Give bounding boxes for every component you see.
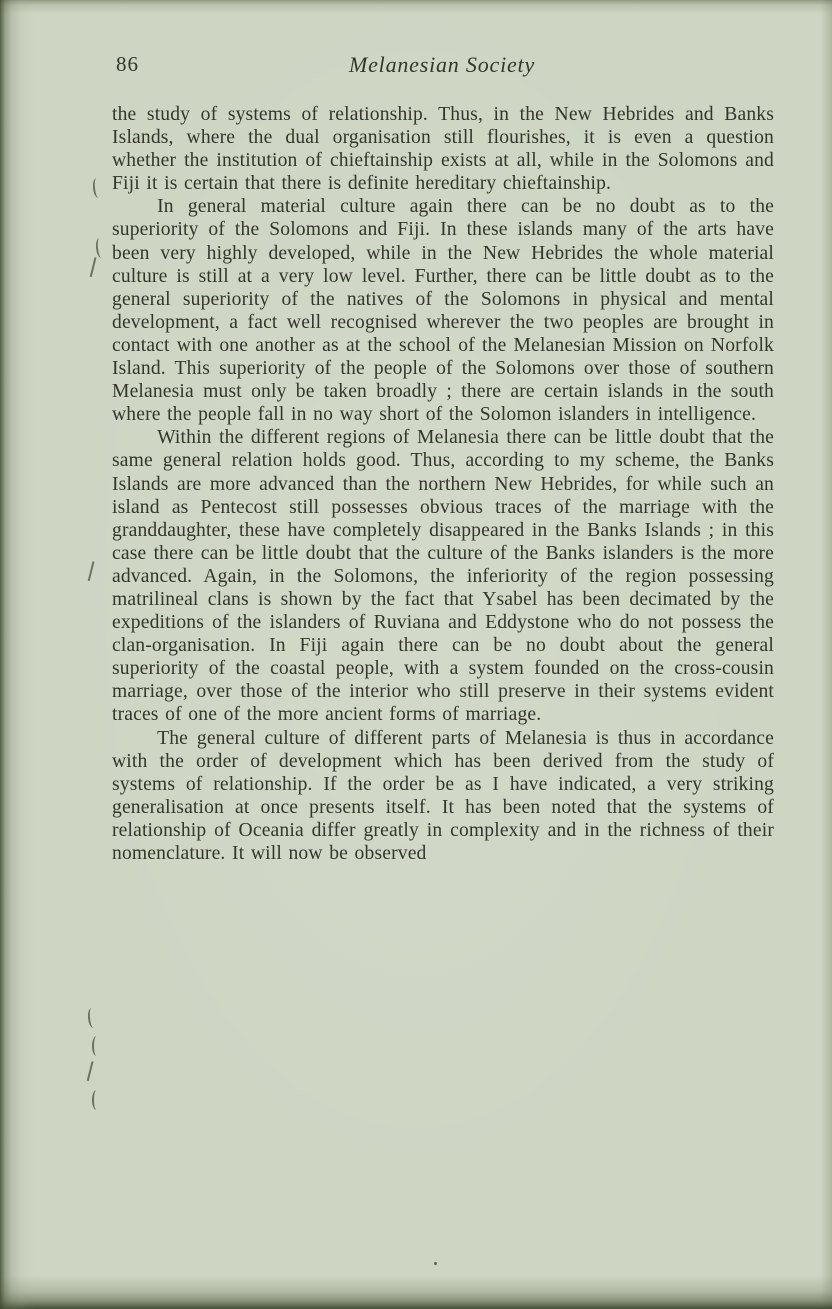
paragraph: the study of systems of relationship. Thus, in the New Hebrides and Banks Islands, where the dual organisation still flourishes, it is even a question whether the institution of chieftainship exists at all, while in the Solomons and Fiji it is certain that there is definite hereditary chieftainship. <box>112 104 774 195</box>
margin-pencil-mark <box>92 178 103 199</box>
margin-pencil-mark <box>95 238 106 259</box>
page-number: 86 <box>116 52 139 76</box>
margin-pencil-mark <box>88 561 102 583</box>
paragraph: In general material culture again there can be no doubt as to the superiority of the Solomons and Fiji. In these islands many of the arts have been very highly developed, while in the New Hebrides the whole material culture is still at a very low level. Further, there can be little doubt as to the general superiority of the natives of the Solomons in physical and mental development, a fact well recognised wherever the two peoples are brought in contact with one another as at the school of the Melanesian Mission on Norfolk Island. This superiority of the people of the Solomons over those of southern Melanesia must only be taken broadly ; there are certain islands in the south where the people fall in no way short of the Solomon islanders in intelligence. <box>112 196 774 426</box>
paragraph: Within the different regions of Melanesia there can be little doubt that the same general relation holds good. Thus, according to my scheme, the Banks Islands are more advanced than the northern New Hebrides, for while such an island as Pentecost still possesses obvious traces of the marriage with the granddaughter, these have completely disappeared in the Banks Islands ; in this case there can be little doubt that the culture of the Banks islanders is the more advanced. Again, in the Solomons, the inferiority of the region possessing matrilineal clans is shown by the fact that Ysabel has been decimated by the expeditions of the islanders of Ruviana and Eddystone who do not possess the clan-organisation. In Fiji again there can be no doubt about the general superiority of the coastal people, with a system founded on the cross-cousin marriage, over those of the interior who still preserve in their systems evident traces of one of the more ancient forms of marriage. <box>112 427 774 726</box>
running-header <box>112 52 772 84</box>
margin-pencil-mark <box>87 1008 98 1029</box>
page-blemish-dot <box>434 1262 437 1265</box>
running-header-title: Melanesian Society <box>348 52 536 77</box>
margin-pencil-mark <box>90 257 104 279</box>
paragraph: The general culture of different parts of Melanesia is thus in accordance with the order of development which has been derived from the study of systems of relationship. If the order be as I have indicated, a very striking generalisation at once presents itself. It has been noted that the systems of relationship of Oceania differ greatly in complexity and in the richness of their nomenclature. It will now be observed <box>112 727 774 864</box>
body-text-block <box>112 103 774 865</box>
margin-pencil-mark <box>87 1061 101 1083</box>
margin-pencil-mark <box>92 1036 101 1056</box>
margin-pencil-mark <box>92 1090 101 1110</box>
